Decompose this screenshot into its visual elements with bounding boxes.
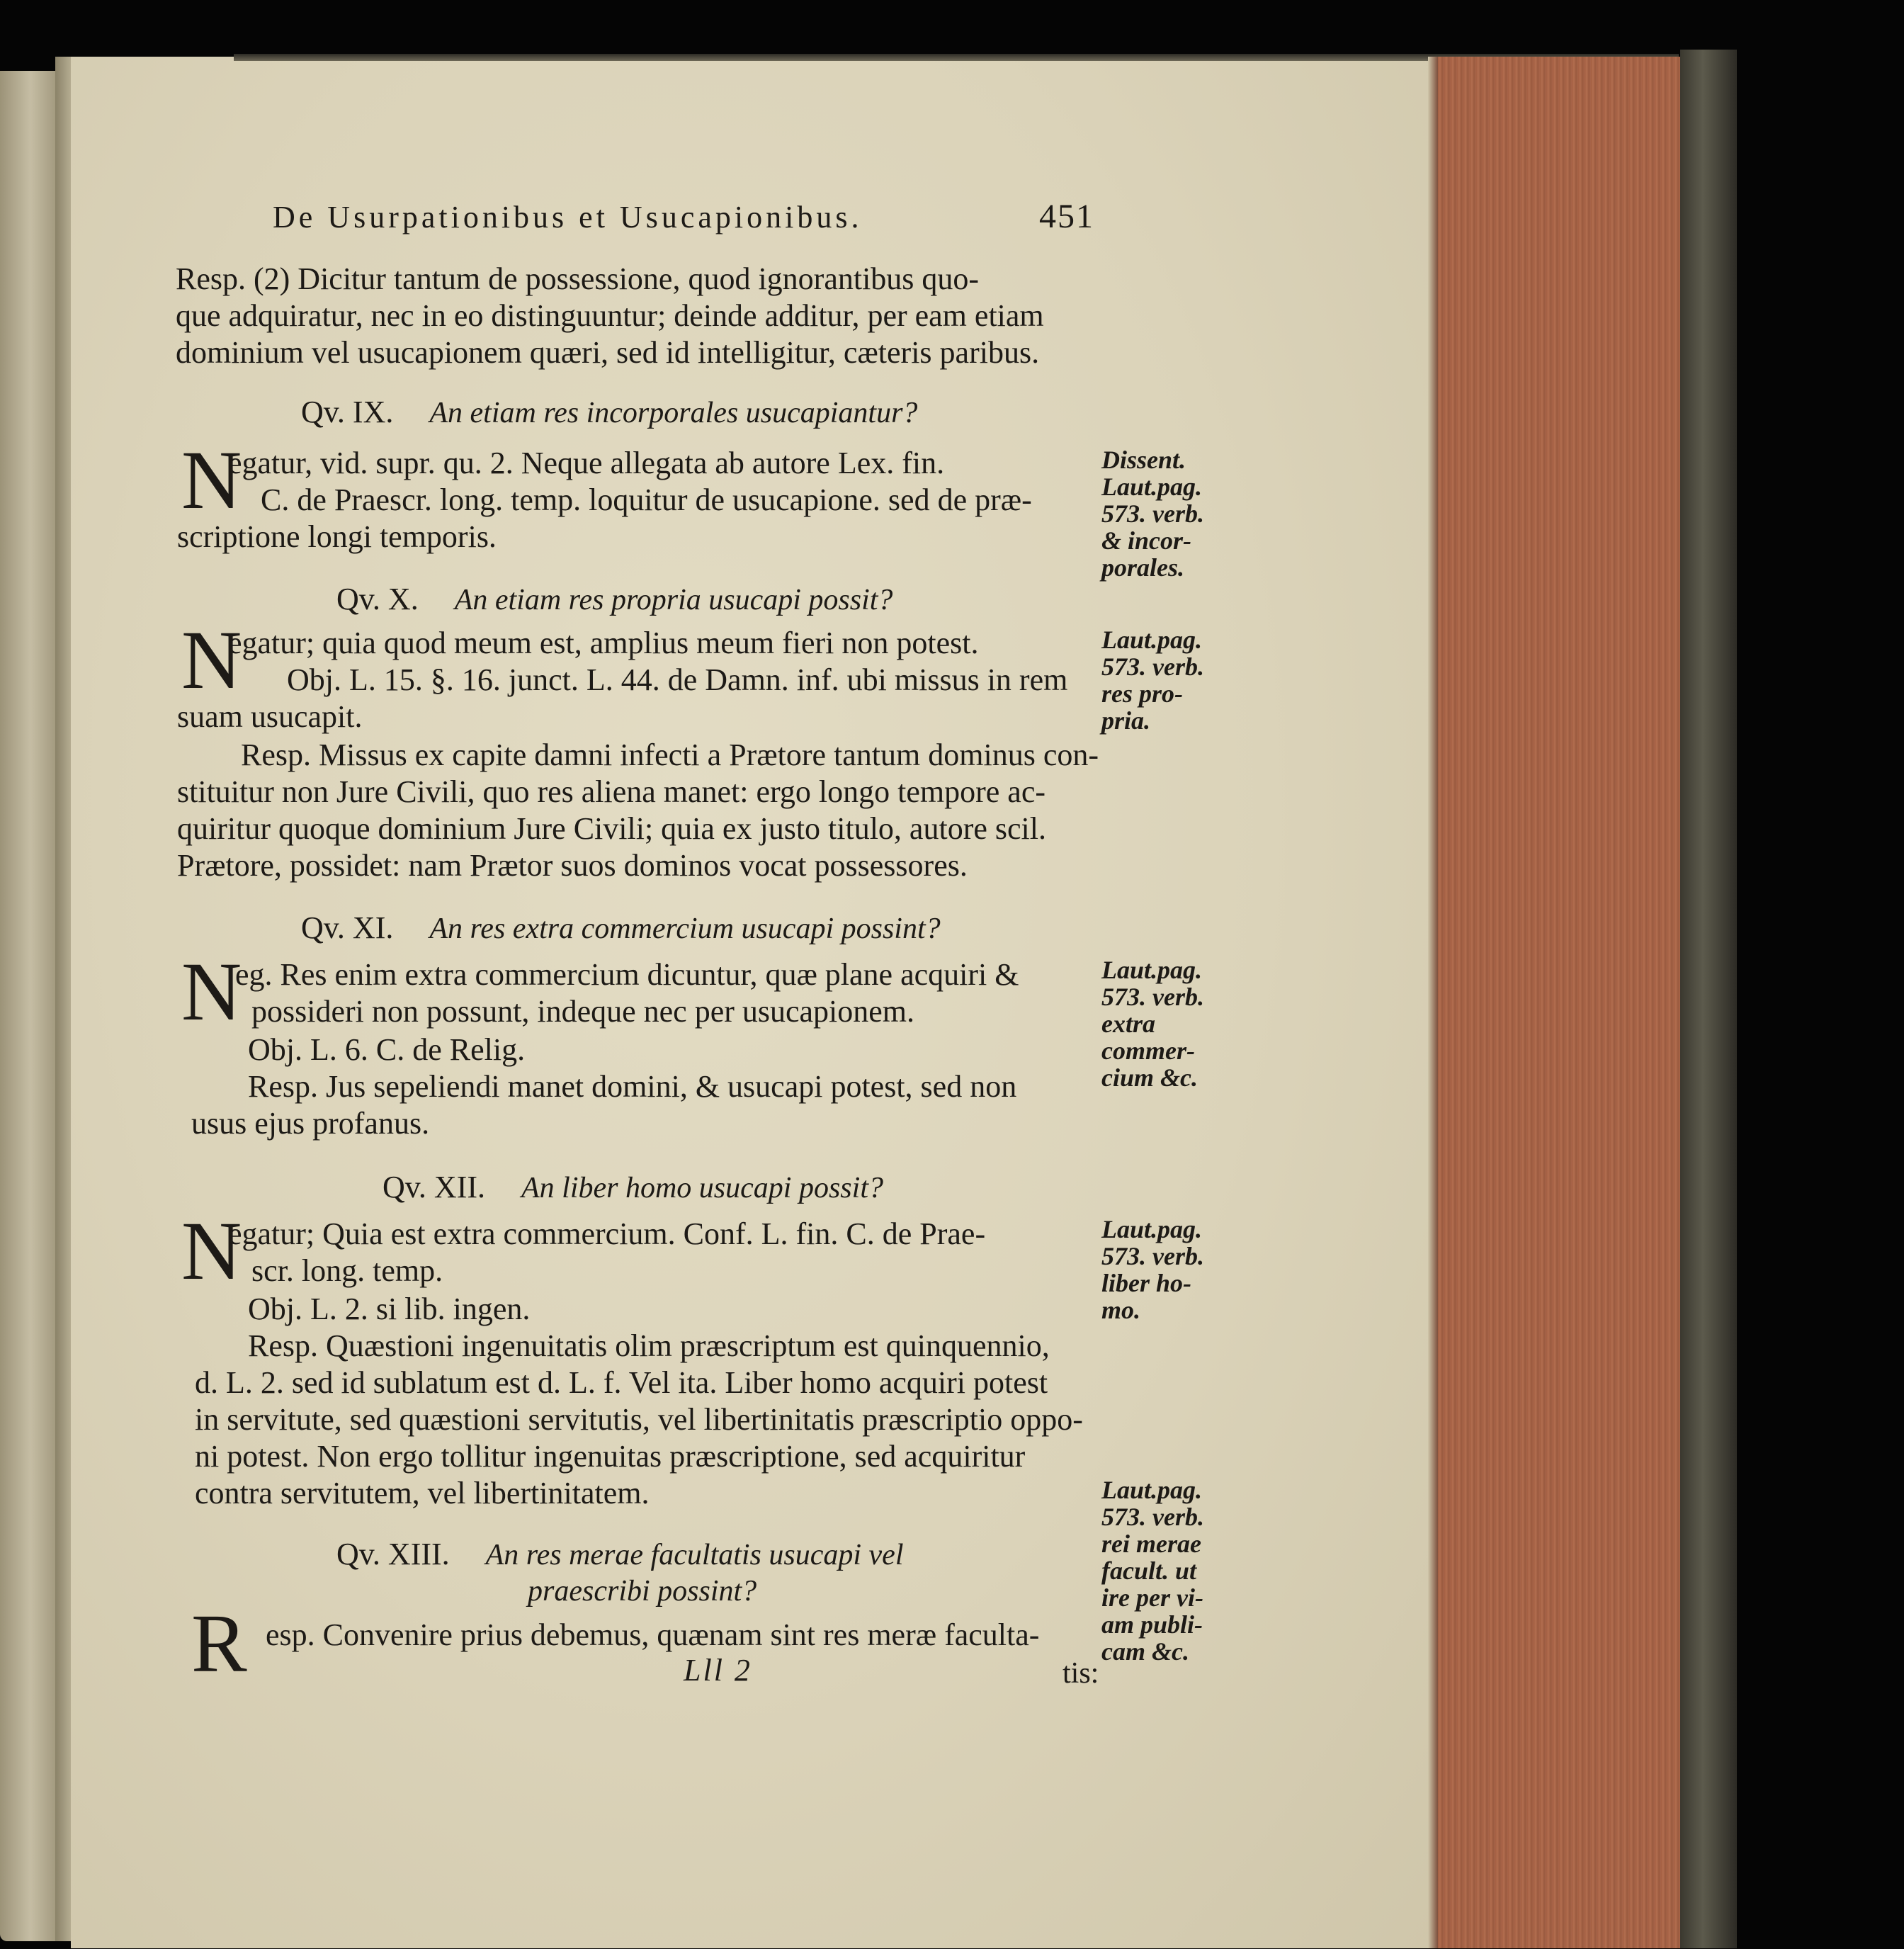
text-line: suam usucapit. bbox=[177, 699, 363, 734]
question-label: Qv. X. bbox=[336, 582, 419, 616]
text-line: Prætore, possidet: nam Prætor suos dominos vocat possessores. bbox=[177, 848, 968, 883]
question-text: An res merae facultatis usucapi vel bbox=[485, 1539, 904, 1571]
text-line: Obj. L. 2. si lib. ingen. bbox=[248, 1292, 531, 1326]
text-line: Obj. L. 15. §. 16. junct. L. 44. de Damn. inf. ubi missus in rem bbox=[287, 662, 1068, 697]
text-line: Resp. Jus sepeliendi manet domini, & usucapi potest, sed non bbox=[248, 1069, 1017, 1104]
running-title: De Usurpationibus et Usucapionibus. bbox=[273, 200, 863, 235]
text-line: usus ejus profanus. bbox=[191, 1106, 430, 1141]
text-line: egatur; quia quod meum est, amplius meum fieri non potest. bbox=[228, 626, 979, 660]
text-line: in servitute, sed quæstioni servitutis, vel libertinitatis præscriptio oppo- bbox=[195, 1402, 1083, 1437]
text-line: possideri non possunt, indeque nec per usucapionem. bbox=[251, 994, 915, 1029]
question-text: An etiam res propria usucapi possit? bbox=[454, 584, 893, 616]
text-line: quiritur quoque dominium Jure Civili; quia ex justo titulo, autore scil. bbox=[177, 811, 1046, 846]
text-line: scriptione longi temporis. bbox=[177, 519, 497, 554]
page-fore-edge bbox=[1438, 57, 1680, 1948]
drop-cap: N bbox=[181, 1204, 242, 1297]
question-heading-10 bbox=[336, 581, 892, 618]
margin-note: Laut.pag. 573. verb. res pro- pria. bbox=[1101, 626, 1204, 735]
text-line: stituitur non Jure Civili, quo res aliena manet: ergo longo tempore ac- bbox=[177, 774, 1046, 809]
drop-cap: N bbox=[181, 434, 242, 526]
text-line: Resp. Missus ex capite damni infecti a Prætore tantum dominus con- bbox=[241, 738, 1099, 772]
margin-note: Laut.pag. 573. verb. rei merae facult. ut ire per vi- am publi- cam &c. bbox=[1101, 1476, 1204, 1666]
text-line: egatur, vid. supr. qu. 2. Neque allegata ab autore Lex. fin. bbox=[228, 446, 945, 480]
drop-cap: N bbox=[181, 614, 242, 706]
catchword: tis: bbox=[1062, 1657, 1099, 1690]
text-line: que adquiratur, nec in eo distinguuntur; deinde additur, per eam etiam bbox=[176, 298, 1044, 333]
text-line: esp. Convenire prius debemus, quænam sint res meræ faculta- bbox=[266, 1617, 1040, 1652]
text-line: ni potest. Non ergo tollitur ingenuitas præscriptione, sed acquiritur bbox=[195, 1439, 1026, 1474]
text-line: Obj. L. 6. C. de Relig. bbox=[248, 1032, 526, 1067]
question-label: Qv. IX. bbox=[301, 395, 394, 429]
book-cover-board bbox=[1680, 50, 1737, 1948]
question-label: Qv. XI. bbox=[301, 910, 394, 945]
question-text: An res extra commercium usucapi possint? bbox=[429, 913, 941, 945]
question-text-continued: praescribi possint? bbox=[528, 1575, 757, 1608]
running-header bbox=[273, 197, 1094, 236]
text-line: C. de Praescr. long. temp. loquitur de usucapione. sed de præ- bbox=[261, 482, 1032, 517]
question-label: Qv. XII. bbox=[382, 1170, 485, 1204]
text-line: egatur; Quia est extra commercium. Conf. L. fin. C. de Prae- bbox=[228, 1216, 986, 1251]
left-page-edge bbox=[0, 71, 55, 1941]
question-text: An etiam res incorporales usucapiantur? bbox=[429, 397, 918, 429]
text-line: d. L. 2. sed id sublatum est d. L. f. Vel ita. Liber homo acquiri potest bbox=[195, 1365, 1048, 1400]
question-label: Qv. XIII. bbox=[336, 1537, 450, 1571]
text-line: scr. long. temp. bbox=[251, 1253, 443, 1288]
question-heading-13 bbox=[336, 1536, 903, 1574]
drop-cap: R bbox=[191, 1597, 247, 1690]
question-heading-11 bbox=[301, 910, 941, 947]
margin-note: Dissent. Laut.pag. 573. verb. & incor- porales. bbox=[1101, 446, 1204, 582]
question-heading-12 bbox=[382, 1169, 883, 1207]
margin-note: Laut.pag. 573. verb. extra commer- cium &c. bbox=[1101, 956, 1204, 1092]
text-line: Resp. (2) Dicitur tantum de possessione, quod ignorantibus quo- bbox=[176, 261, 980, 296]
question-heading-9 bbox=[301, 394, 917, 431]
page-number: 451 bbox=[1039, 198, 1094, 235]
text-line: Resp. Quæstioni ingenuitatis olim præscriptum est quinquennio, bbox=[248, 1328, 1050, 1363]
text-line: eg. Res enim extra commercium dicuntur, quæ plane acquiri & bbox=[235, 957, 1019, 992]
text-line: dominium vel usucapionem quæri, sed id intelligitur, cæteris paribus. bbox=[176, 335, 1040, 370]
drop-cap: N bbox=[181, 945, 242, 1038]
question-text: An liber homo usucapi possit? bbox=[521, 1172, 883, 1204]
signature-mark: Lll 2 bbox=[684, 1653, 752, 1688]
margin-note: Laut.pag. 573. verb. liber ho- mo. bbox=[1101, 1215, 1204, 1324]
text-line: contra servitutem, vel libertinitatem. bbox=[195, 1476, 650, 1510]
